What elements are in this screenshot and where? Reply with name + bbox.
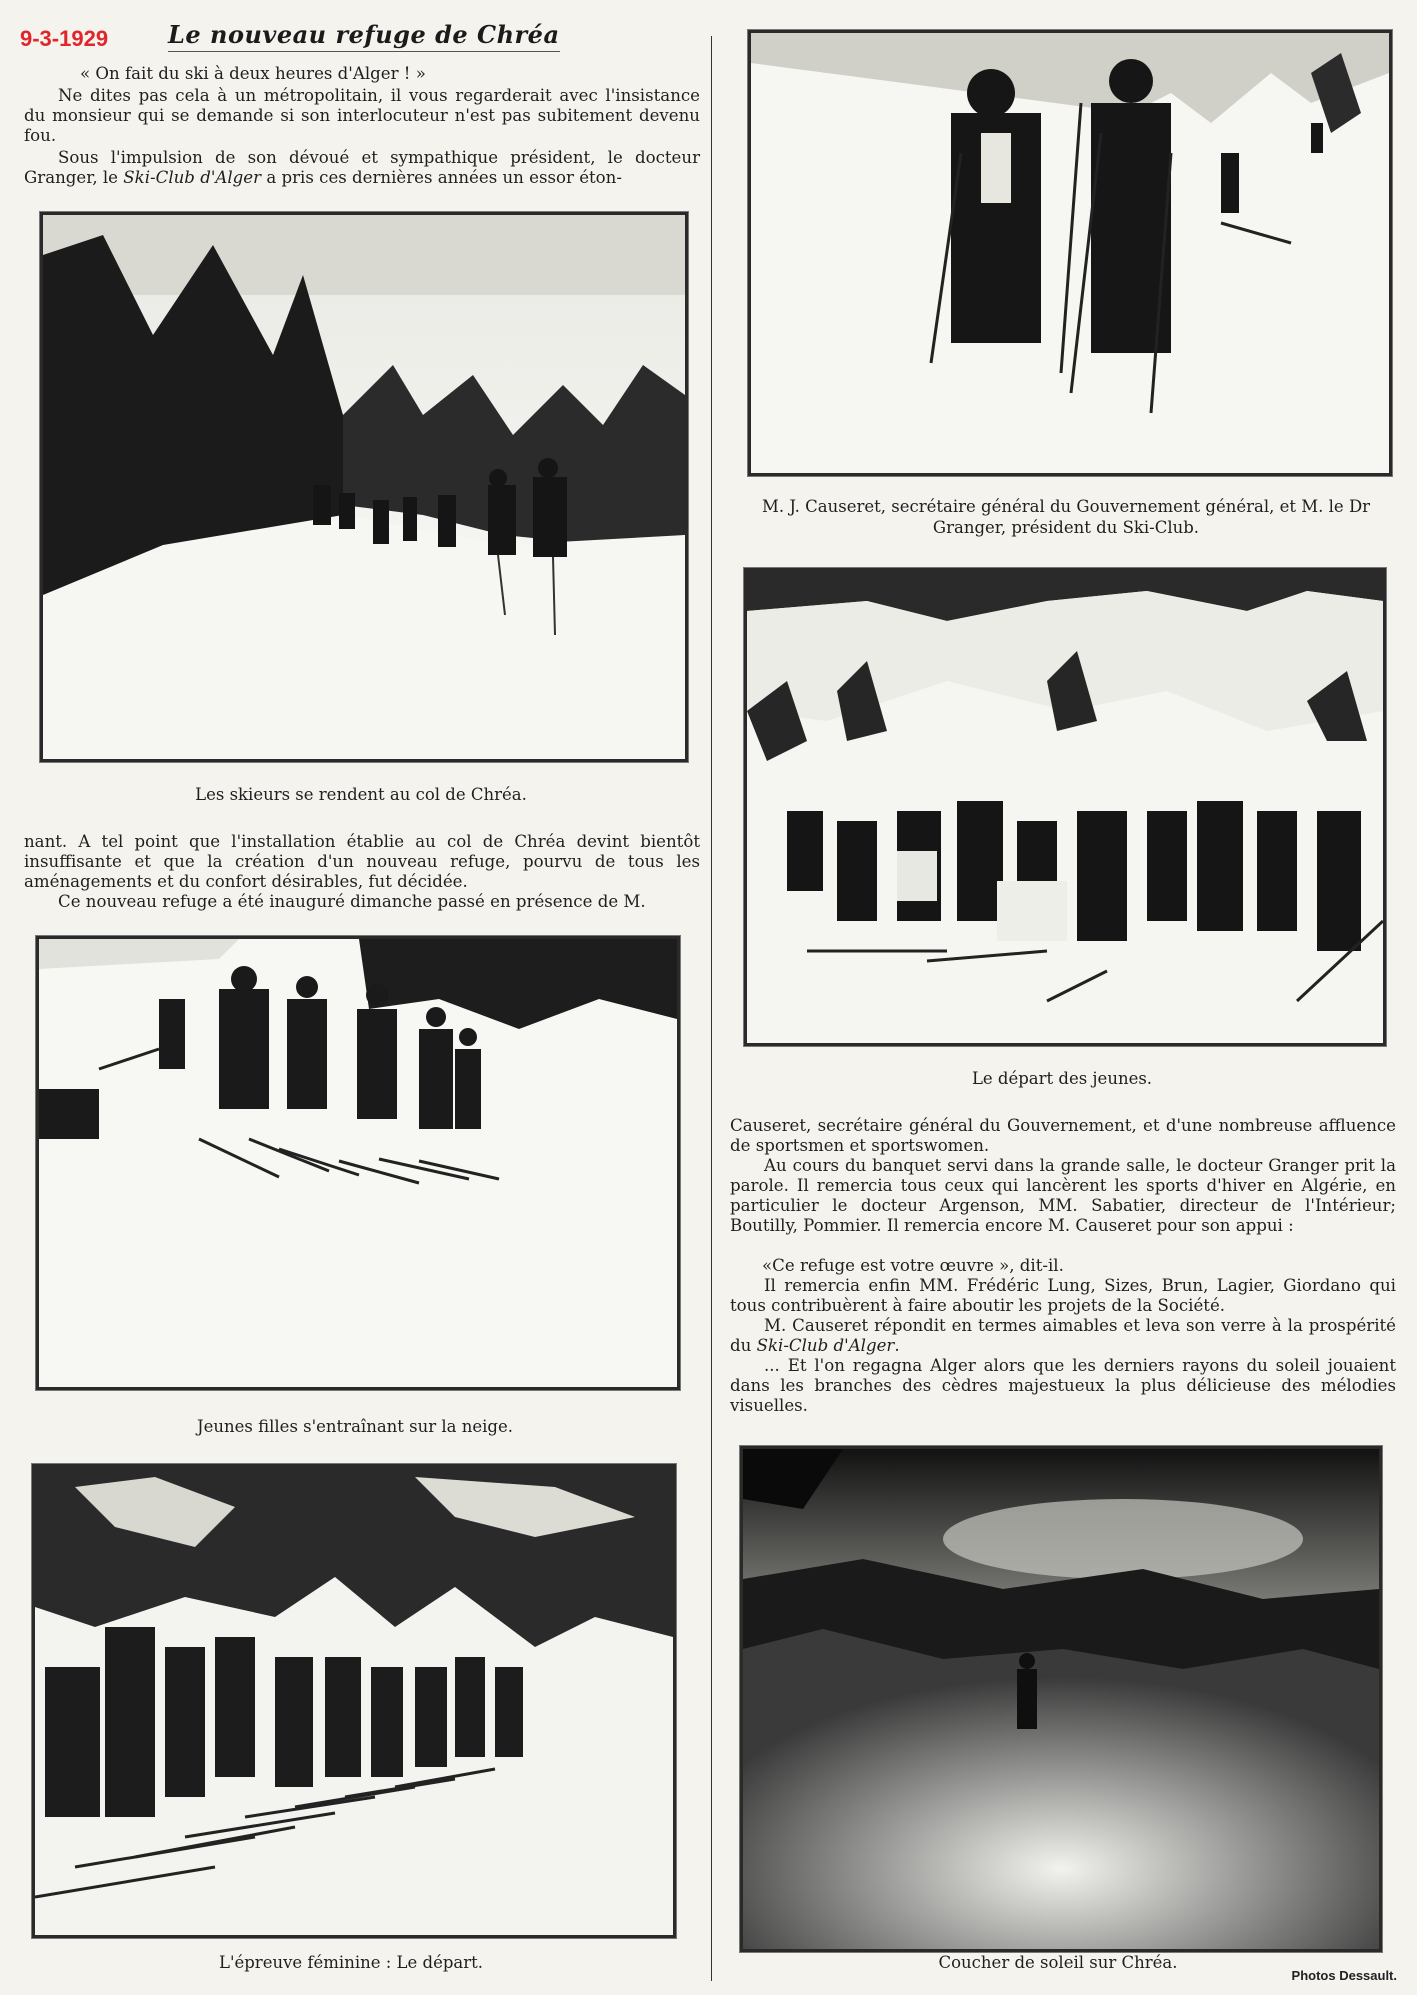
column-rule	[711, 36, 712, 1981]
impulse-paragraph	[24, 148, 700, 188]
impulse-text-b: a pris ces dernières années un essor éton-	[261, 168, 622, 187]
photo-causeret-granger	[748, 30, 1392, 476]
caption-photo2: Jeunes filles s'entraînant sur la neige.	[197, 1417, 513, 1436]
photo-young-girls	[36, 936, 680, 1390]
caption-photo1: Les skieurs se rendent au col de Chréa.	[195, 785, 527, 804]
reply-end: .	[894, 1336, 900, 1355]
photo-sunset-chrea	[740, 1446, 1382, 1952]
photo-credit: Photos Dessault.	[1291, 1968, 1397, 1983]
intro-quote: « On fait du ski à deux heures d'Alger ! »	[80, 64, 426, 83]
headline: Le nouveau refuge de Chréa	[168, 20, 560, 52]
causeret-paragraph: Causeret, secrétaire général du Gouvernement, et d'une nombreuse affluence de sportsmen et sportswomen.	[730, 1116, 1396, 1155]
caption-photo3: L'épreuve féminine : Le départ.	[218, 1953, 484, 1972]
ski-club-name-2: Ski-Club d'Alger	[756, 1336, 895, 1355]
caption-photo6: Coucher de soleil sur Chréa.	[938, 1953, 1178, 1972]
refuge-quote: «Ce refuge est votre œuvre », dit-il.	[762, 1256, 1064, 1275]
banquet-paragraph: Au cours du banquet servi dans la grande salle, le docteur Granger prit la parole. Il remercia tous ceux qui lancèrent les sports d'hiver en Algérie, en particulier le docteur Argenson, MM. Sabatier, directeur de l'Intérieur; Boutilly, Pommier. Il remercia encore M. Causeret pour son appui :	[730, 1156, 1396, 1235]
thanks-paragraph: Il remercia enfin MM. Frédéric Lung, Sizes, Brun, Lagier, Giordano qui tous contribuèrent à faire aboutir les projets de la Société.	[730, 1276, 1396, 1315]
inauguration-paragraph: Ce nouveau refuge a été inauguré dimanche passé en présence de M.	[58, 892, 646, 911]
photo-youth-start	[744, 568, 1386, 1046]
ski-club-name: Ski-Club d'Alger	[123, 168, 262, 187]
photo-womens-race	[32, 1464, 676, 1938]
caption-photo4: M. J. Causeret, secrétaire général du Gouvernement général, et M. le Dr Granger, président du Ski-Club.	[761, 497, 1371, 537]
date-tag: 9-3-1929	[20, 26, 109, 51]
closing-paragraph: ... Et l'on regagna Alger alors que les derniers rayons du soleil jouaient dans les branches des cèdres majestueux la plus délicieuse des mélodies visuelles.	[730, 1356, 1396, 1415]
reply-paragraph	[730, 1316, 1396, 1356]
reply-text: M. Causeret répondit en termes aimables et leva son verre à la prospérité du	[730, 1316, 1396, 1355]
impulse-text-a: Sous l'impulsion de son dévoué et sympathique président, le docteur Granger, le	[24, 148, 700, 187]
intro-paragraph: Ne dites pas cela à un métropolitain, il vous regarderait avec l'insistance du monsieur qui se demande si son interlocuteur n'est pas subitement devenu fou.	[24, 86, 700, 145]
continuation-paragraph: nant. A tel point que l'installation établie au col de Chréa devint bientôt insuffisante et que la création d'un nouveau refuge, pourvu de tous les aménagements et du confort désirables, fut décidée.	[24, 832, 700, 891]
caption-photo5: Le départ des jeunes.	[971, 1069, 1153, 1088]
photo-skiers-col	[40, 212, 688, 762]
